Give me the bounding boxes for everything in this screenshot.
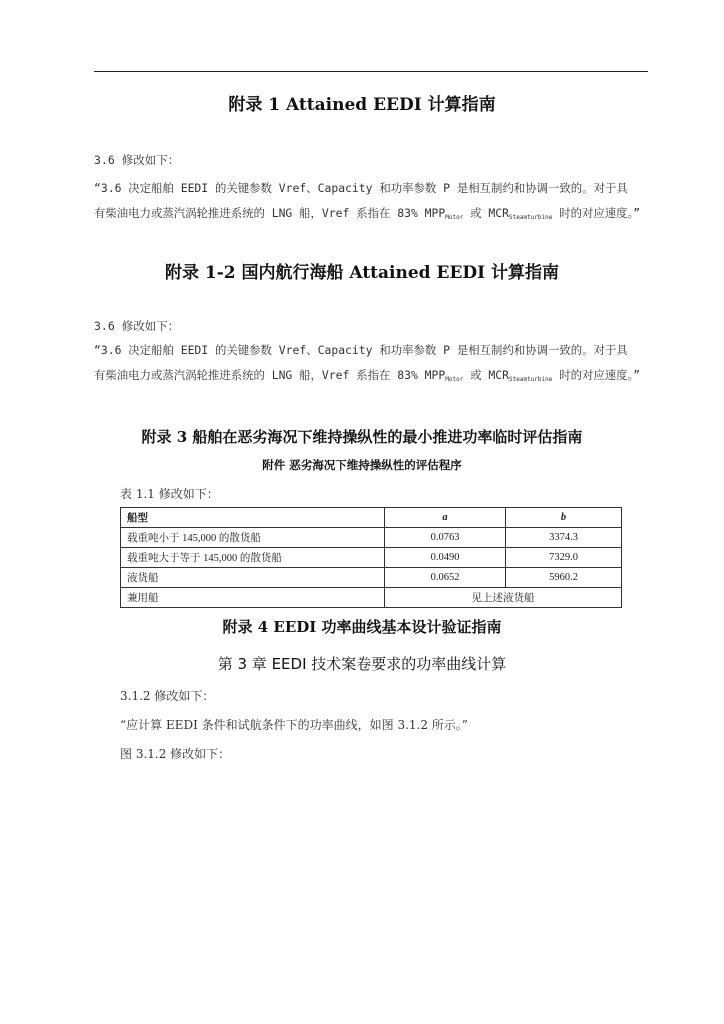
coefficient-table	[120, 507, 622, 608]
table-cell: 5960.2	[506, 568, 622, 588]
table-cell: 兼用船	[121, 588, 385, 608]
appendix-3-subtitle: 附件 恶劣海况下维持操纵性的评估程序	[262, 458, 462, 472]
table-cell: 0.0763	[385, 528, 506, 548]
header-ship-type: 船型	[121, 508, 385, 528]
appendix-1-2-line-2: 有柴油电力或蒸汽涡轮推进系统的 LNG 船，Vref 系指在 83% MPPMotor 或 MCRSteamturbine 时的对应速度。”	[94, 368, 641, 383]
table-cell: 0.0490	[385, 548, 506, 568]
appendix-1-2-para-label: 3.6 修改如下：	[94, 319, 180, 333]
table-row	[121, 588, 622, 608]
appendix-1-para-label: 3.6 修改如下：	[94, 153, 180, 167]
appendix-4-quote: “应计算 EEDI 条件和试航条件下的功率曲线，如图 3.1.2 所示。”	[120, 718, 468, 732]
table-row	[121, 528, 622, 548]
appendix-1-2-title: 附录 1-2 国内航行海船 Attained EEDI 计算指南	[164, 263, 560, 283]
appendix-3-title: 附录 3 船舶在恶劣海况下维持操纵性的最小推进功率临时评估指南	[141, 428, 583, 446]
table-cell: 7329.0	[506, 548, 622, 568]
table-row	[121, 568, 622, 588]
table-cell: 3374.3	[506, 528, 622, 548]
table-cell: 0.0652	[385, 568, 506, 588]
header-rule	[94, 71, 648, 72]
appendix-1-line-2: 有柴油电力或蒸汽涡轮推进系统的 LNG 船，Vref 系指在 83% MPPMotor 或 MCRSteamturbine 时的对应速度。”	[94, 206, 641, 221]
appendix-1-2-line-1: “3.6 决定船舶 EEDI 的关键参数 Vref、Capacity 和功率参数 P 是相互制约和协调一致的。对于具	[94, 343, 628, 357]
table-intro: 表 1.1 修改如下：	[120, 487, 219, 501]
appendix-4-para-label: 3.1.2 修改如下：	[120, 689, 215, 703]
figure-label: 图 3.1.2 修改如下：	[120, 747, 231, 761]
table-cell: 载重吨小于 145,000 的散货船	[121, 528, 385, 548]
header-b: b	[506, 508, 622, 528]
appendix-4-title: 附录 4 EEDI 功率曲线基本设计验证指南	[222, 618, 502, 636]
table-row	[121, 548, 622, 568]
table-header-row	[121, 508, 622, 528]
table-cell: 液货船	[121, 568, 385, 588]
chapter-3-heading: 第 3 章 EEDI 技术案卷要求的功率曲线计算	[217, 655, 507, 673]
table-cell-merged: 见上述液货船	[385, 588, 622, 608]
appendix-1-title: 附录 1 Attained EEDI 计算指南	[228, 95, 496, 115]
header-a: a	[385, 508, 506, 528]
table-cell: 载重吨大于等于 145,000 的散货船	[121, 548, 385, 568]
appendix-1-line-1: “3.6 决定船舶 EEDI 的关键参数 Vref、Capacity 和功率参数 P 是相互制约和协调一致的。对于具	[94, 181, 628, 195]
